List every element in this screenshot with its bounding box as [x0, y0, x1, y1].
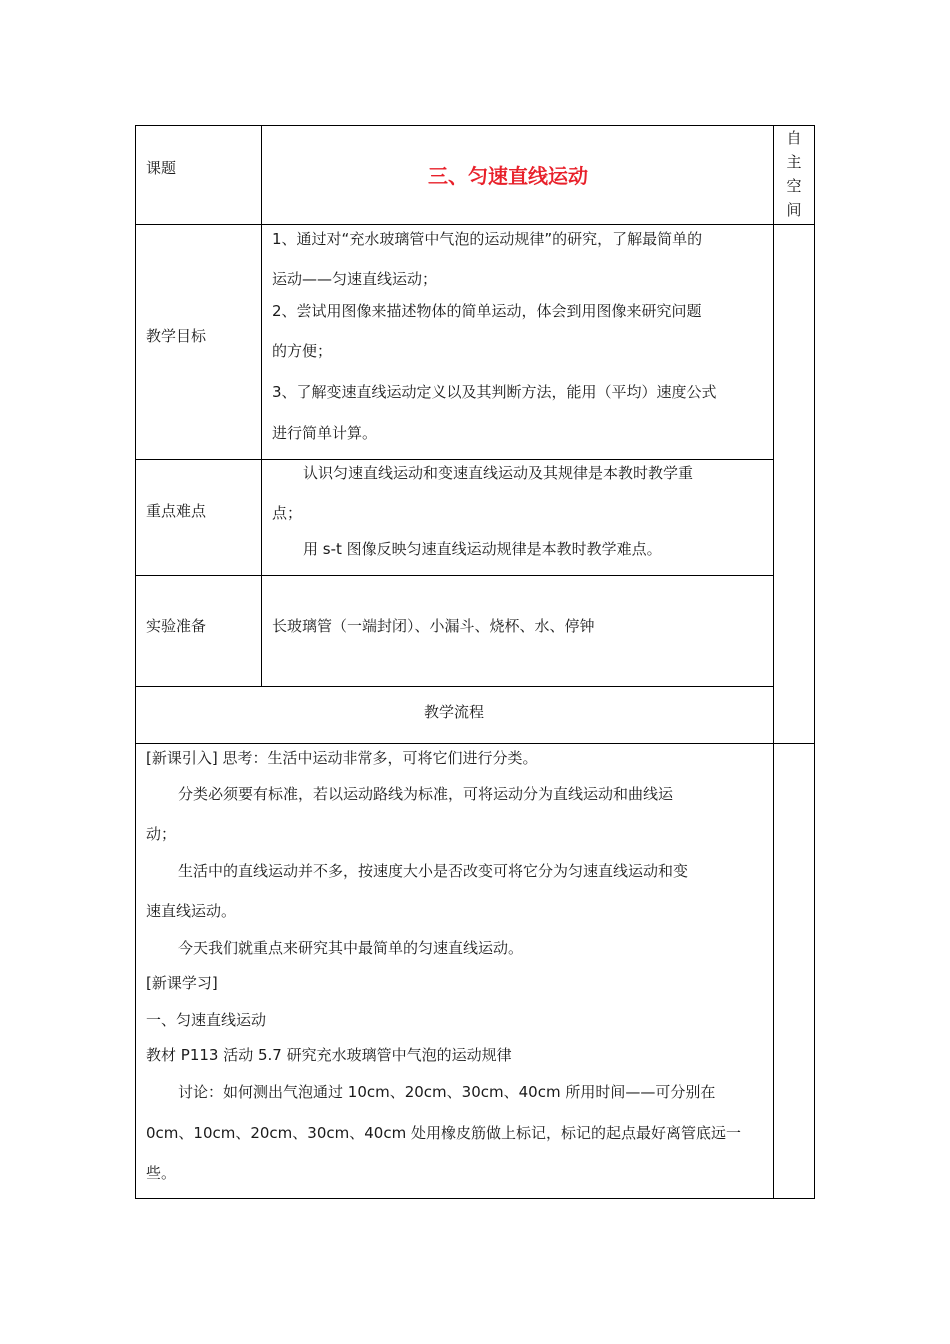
- topic-label: 课题: [146, 159, 177, 177]
- flow-line: 生活中的直线运动并不多，按速度大小是否改变可将它分为匀速直线运动和变: [178, 862, 689, 880]
- row-divider: [135, 459, 773, 460]
- side-column-divider: [773, 125, 774, 1199]
- side-column-char: 空: [786, 177, 802, 195]
- flow-label: 教学流程: [424, 703, 485, 721]
- row-divider: [135, 224, 815, 225]
- prep-label: 实验准备: [146, 617, 207, 635]
- keypoints-line: 认识匀速直线运动和变速直线运动及其规律是本教时教学重: [303, 464, 694, 482]
- side-column-char: 间: [786, 201, 802, 219]
- keypoints-label: 重点难点: [146, 502, 207, 520]
- flow-line: 教材 P113 活动 5.7 研究充水玻璃管中气泡的运动规律: [146, 1046, 512, 1064]
- flow-line: 些。: [146, 1164, 177, 1182]
- flow-line: [新课学习]: [146, 974, 218, 992]
- row-divider: [135, 575, 773, 576]
- flow-line: 讨论：如何测出气泡通过 10cm、20cm、30cm、40cm 所用时间——可分别在: [178, 1083, 716, 1101]
- goals-line: 进行简单计算。: [272, 424, 378, 442]
- keypoints-line: 用 s-t 图像反映匀速直线运动规律是本教时教学难点。: [303, 540, 662, 558]
- goals-line: 的方便；: [272, 342, 333, 360]
- flow-line: [新课引入] 思考：生活中运动非常多，可将它们进行分类。: [146, 749, 538, 767]
- flow-line: 一、匀速直线运动: [146, 1011, 267, 1029]
- table-border-bottom: [135, 1198, 815, 1199]
- table-border-top: [135, 125, 815, 126]
- flow-line: 动；: [146, 825, 177, 843]
- side-column-char: 自: [786, 129, 802, 147]
- goals-line: 2、尝试用图像来描述物体的简单运动，体会到用图像来研究问题: [272, 302, 702, 320]
- flow-line: 速直线运动。: [146, 902, 237, 920]
- prep-text: 长玻璃管（一端封闭）、小漏斗、烧杯、水、停钟: [272, 617, 595, 635]
- goals-line: 运动——匀速直线运动；: [272, 270, 438, 288]
- label-column-divider: [261, 125, 262, 687]
- goals-line: 3、了解变速直线运动定义以及其判断方法，能用（平均）速度公式: [272, 383, 717, 401]
- side-column-char: 主: [786, 153, 802, 171]
- goals-label: 教学目标: [146, 327, 207, 345]
- flow-line: 今天我们就重点来研究其中最简单的匀速直线运动。: [178, 939, 524, 957]
- row-divider: [135, 686, 773, 687]
- keypoints-line: 点；: [272, 504, 303, 522]
- row-divider: [135, 743, 815, 744]
- goals-line: 1、通过对“充水玻璃管中气泡的运动规律”的研究，了解最简单的: [272, 230, 703, 248]
- flow-line: 0cm、10cm、20cm、30cm、40cm 处用橡皮筋做上标记，标记的起点最好离管底远一: [146, 1124, 741, 1142]
- table-border-right: [814, 125, 815, 1199]
- flow-line: 分类必须要有标准，若以运动路线为标准，可将运动分为直线运动和曲线运: [178, 785, 674, 803]
- table-border-left: [135, 125, 136, 1199]
- page-title: 三、匀速直线运动: [428, 164, 588, 188]
